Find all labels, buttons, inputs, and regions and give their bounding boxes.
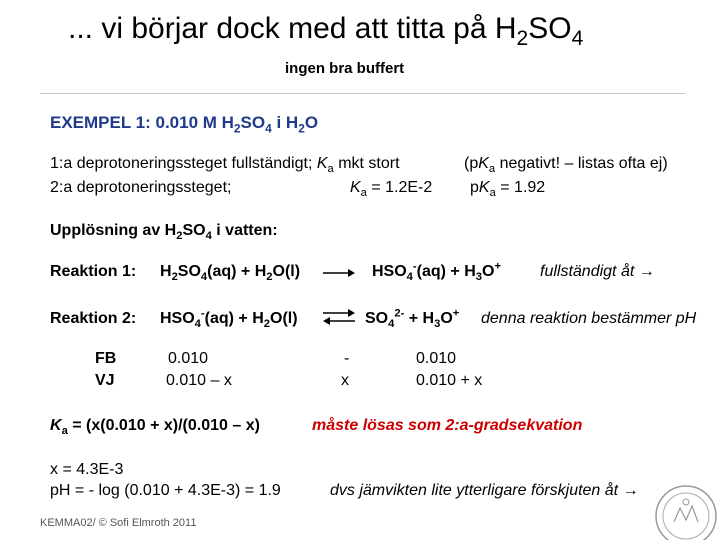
reaction1-rhs: $HSO_4^-(aq) + H_3O^+$ <box>372 260 501 284</box>
result-ph: pH = - log (0.010 + 4.3E-3) = 1.9 <box>50 482 281 499</box>
ka-equation: $K_a = (x(0.010 + x)/(0.010 - x)$ <box>50 417 260 438</box>
cell-vj-hso4: 0.010 – x <box>166 372 232 389</box>
row-label-fb: FB <box>95 350 117 367</box>
divider <box>40 93 685 94</box>
equilibrium-arrow-icon <box>322 306 356 328</box>
university-seal-icon <box>650 478 720 540</box>
row-label-vj: VJ <box>95 372 115 389</box>
cell-fb-hso4: 0.010 <box>168 350 209 367</box>
ka-note: måste lösas som 2:a-gradsekvation <box>312 417 583 434</box>
step2-text: 2:a deprotoneringssteget; <box>50 179 232 196</box>
cell-vj-so4: x <box>341 372 349 389</box>
cell-fb-so4: - <box>344 350 350 367</box>
dissolution-heading: Upplösning av $H_2SO_4$ i vatten: <box>50 222 278 243</box>
reaction1-note: fullständigt åt → <box>540 263 655 280</box>
example-heading: EXEMPEL 1: 0.010 M $H_2SO_4$ i $H_2O$ <box>50 113 319 136</box>
page-subtitle: ingen bra buffert <box>285 60 405 77</box>
right-arrow-icon: → <box>622 482 639 499</box>
reaction1-lhs: $H_2SO_4(aq) + H_2O(l)$ <box>160 263 301 284</box>
reaction2-lhs: $HSO_4^-(aq) + H_2O(l)$ <box>160 307 298 331</box>
forward-arrow-icon <box>322 266 356 280</box>
cell-fb-h3o: 0.010 <box>416 350 457 367</box>
reaction2-rhs: $SO_4^{2-} + H_3O^+$ <box>365 307 460 331</box>
step2-ka: $K_a = 1.2E-2$ <box>350 179 433 200</box>
cell-vj-h3o: 0.010 + x <box>416 372 483 389</box>
footer-credit: KEMMA02/ © Sofi Elmroth 2011 <box>40 517 197 529</box>
reaction2-note: denna reaktion bestämmer pH <box>481 310 697 327</box>
page-title: ... vi börjar dock med att titta på $H_2SO_4$ <box>68 12 584 50</box>
result-x: x = 4.3E-3 <box>50 461 124 478</box>
step1-note: ($pK_a$ negativt! – listas ofta ej) <box>464 155 668 176</box>
result-note: dvs jämvikten lite ytterligare förskjuten åt → <box>330 482 639 499</box>
step2-pka: $pK_a = 1.92$ <box>470 179 546 200</box>
reaction1-label: Reaktion 1: <box>50 263 137 280</box>
right-arrow-icon: → <box>638 263 655 280</box>
step1-text: 1:a deprotoneringssteget fullständigt; $K_a$ mkt stort <box>50 155 400 176</box>
reaction2-label: Reaktion 2: <box>50 310 137 327</box>
